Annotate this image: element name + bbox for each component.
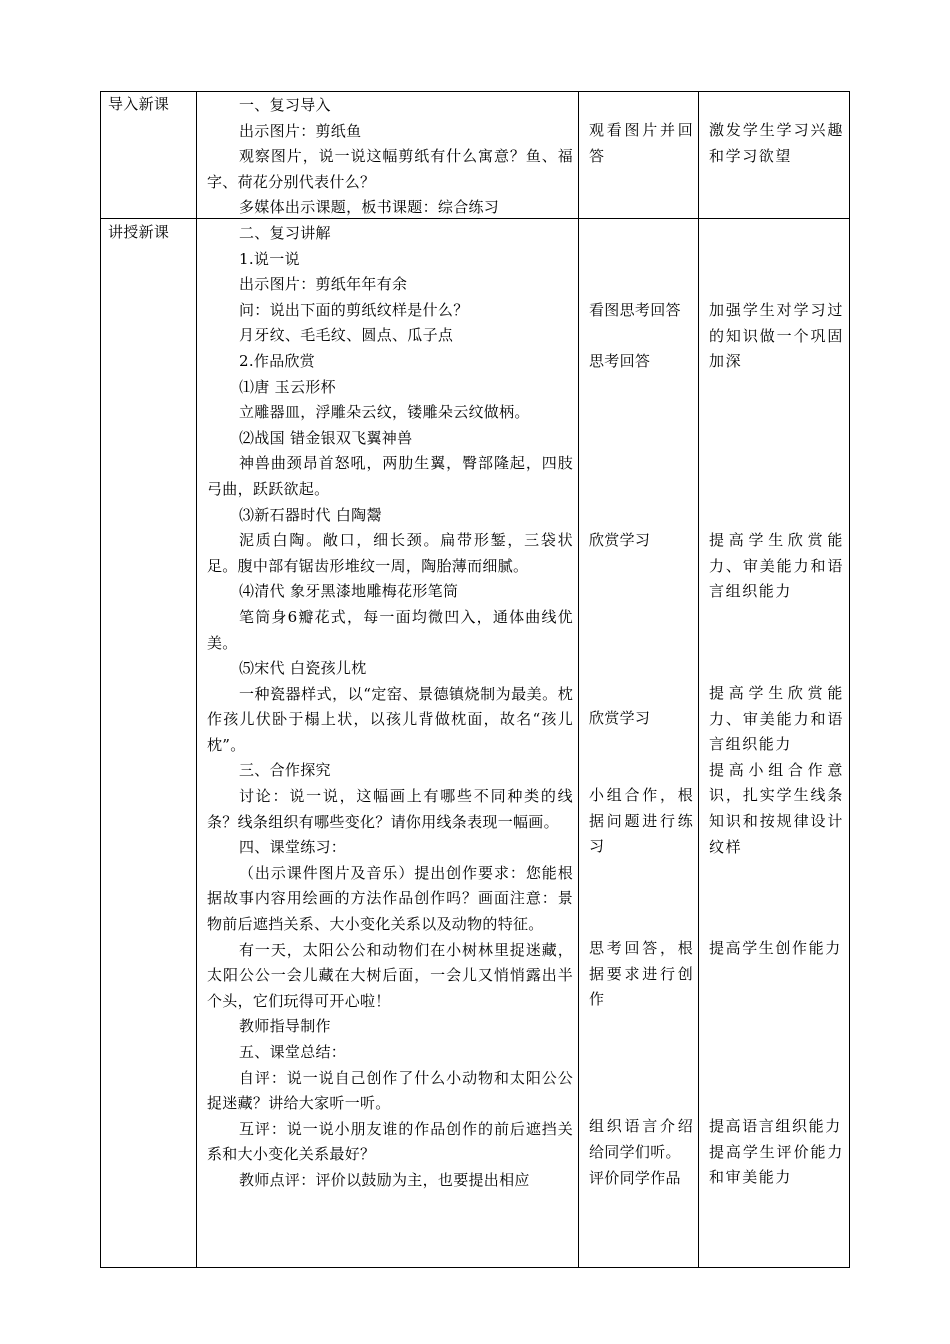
table-top-border xyxy=(100,91,850,92)
stage-cell xyxy=(108,220,194,246)
student-activity-cell xyxy=(589,783,693,860)
purpose-text: 提高学生欣赏能力、审美能力和语言组织能力 xyxy=(709,684,844,754)
content-paragraph: 有一天，太阳公公和动物们在小树林里捉迷藏，太阳公公一会儿藏在大树后面，一会儿又悄悄露出半个头，它们玩得可开心啦！ xyxy=(207,940,573,1010)
content-cell xyxy=(207,93,573,221)
student-activity-text: 组织语言介绍给同学们听。 xyxy=(589,1117,693,1161)
content-paragraph: ⑷清代 象牙黑漆地雕梅花形笔筒 xyxy=(239,582,459,601)
content-paragraph: 立雕器皿，浮雕朵云纹，镂雕朵云纹做柄。 xyxy=(239,403,530,422)
purpose-cell xyxy=(709,528,844,605)
content-paragraph: 1.说一说 xyxy=(239,249,300,268)
table-bottom-border xyxy=(100,1267,850,1268)
purpose-cell xyxy=(709,118,844,169)
purpose-text: 提高小组合作意识，扎实学生线条知识和按规律设计纹样 xyxy=(709,760,844,856)
content-paragraph: 互评：说一说小朋友谁的作品创作的前后遮挡关系和大小变化关系最好？ xyxy=(207,1119,573,1164)
stage-cell xyxy=(108,92,194,118)
content-cell xyxy=(207,221,573,1194)
content-paragraph: ⑶新石器时代 白陶鬶 xyxy=(239,505,382,524)
content-paragraph: ⑴唐 玉云形杯 xyxy=(239,377,336,396)
student-activity-text: 看图思考回答 xyxy=(589,301,681,319)
student-activity-cell xyxy=(589,936,693,1013)
content-paragraph: 讨论：说一说，这幅画上有哪些不同种类的线条？线条组织有哪些变化？请你用线条表现一幅画。 xyxy=(207,787,573,831)
student-activity-text: 评价同学作品 xyxy=(589,1169,681,1187)
student-activity-cell xyxy=(589,1114,693,1165)
stage-label: 导入新课 xyxy=(108,95,170,113)
student-activity-text: 观看图片并回答 xyxy=(589,121,693,165)
purpose-cell xyxy=(709,1114,844,1191)
content-paragraph: 观察图片，说一说这幅剪纸有什么寓意？鱼、福字、荷花分别代表什么？ xyxy=(207,147,573,191)
student-activity-cell xyxy=(589,298,693,324)
table-right-border xyxy=(849,91,850,1268)
content-paragraph: 多媒体出示课题，板书课题：综合练习 xyxy=(239,198,500,217)
content-paragraph: 一种瓷器样式，以“定窑、景德镇烧制为最美。枕作孩儿伏卧于榻上状，以孩儿背做枕面，故名“孩儿枕”。 xyxy=(207,684,573,754)
content-paragraph: 二、复习讲解 xyxy=(239,224,331,242)
purpose-text: 激发学生学习兴趣和学习欲望 xyxy=(709,121,844,165)
content-paragraph: 自评：说一说自己创作了什么小动物和太阳公公捉迷藏？讲给大家听一听。 xyxy=(207,1068,573,1113)
student-activity-cell xyxy=(589,118,693,169)
student-activity-text: 思考回答 xyxy=(589,352,651,370)
content-paragraph: 出示图片：剪纸年年有余 xyxy=(239,275,408,294)
table-left-border xyxy=(100,91,101,1268)
content-paragraph: 2.作品欣赏 xyxy=(239,351,316,370)
content-paragraph: 神兽曲颈昂首怒吼，两肋生翼，臀部隆起，四肢弓曲，跃跃欲起。 xyxy=(207,454,573,498)
content-paragraph: 教师点评：评价以鼓励为主，也要提出相应 xyxy=(239,1170,530,1189)
content-paragraph: ⑵战国 错金银双飞翼神兽 xyxy=(239,428,413,447)
student-activity-cell xyxy=(589,1166,693,1192)
purpose-text: 提高学生评价能力和审美能力 xyxy=(709,1142,844,1187)
stage-label: 讲授新课 xyxy=(108,223,170,241)
content-paragraph: 问：说出下面的剪纸纹样是什么？ xyxy=(239,300,469,319)
content-paragraph: 笔筒身6瓣花式，每一面均微凹入，通体曲线优美。 xyxy=(207,607,573,652)
content-paragraph: 月牙纹、毛毛纹、圆点、瓜子点 xyxy=(239,326,454,345)
student-activity-text: 欣赏学习 xyxy=(589,531,651,549)
student-activity-cell xyxy=(589,706,693,732)
column-divider xyxy=(698,91,699,1268)
content-paragraph: 出示图片：剪纸鱼 xyxy=(239,121,362,140)
column-divider xyxy=(578,91,579,1268)
student-activity-cell xyxy=(589,349,693,375)
purpose-text: 提高语言组织能力 xyxy=(709,1117,842,1135)
student-activity-text: 小组合作，根据问题进行练习 xyxy=(589,786,693,856)
purpose-text: 提高学生欣赏能力、审美能力和语言组织能力 xyxy=(709,531,844,601)
purpose-cell xyxy=(709,298,844,375)
student-activity-cell xyxy=(589,528,693,554)
purpose-text: 提高学生创作能力 xyxy=(709,939,842,957)
purpose-text: 加强学生对学习过的知识做一个巩固加深 xyxy=(709,301,844,371)
content-paragraph: 泥质白陶。敞口，细长颈。扁带形錾，三袋状足。腹中部有锯齿形堆纹一周，陶胎薄而细腻。 xyxy=(207,531,573,575)
student-activity-text: 思考回答，根据要求进行创作 xyxy=(589,939,693,1009)
content-paragraph: （出示课件图片及音乐）提出创作要求：您能根据故事内容用绘画的方法作品创作吗？画面注意：景物前后遮挡关系、大小变化关系以及动物的特征。 xyxy=(207,863,573,934)
content-paragraph: 五、课堂总结： xyxy=(239,1043,347,1061)
content-paragraph: 四、课堂练习： xyxy=(239,838,347,857)
content-paragraph: 一、复习导入 xyxy=(239,96,331,114)
purpose-cell xyxy=(709,936,844,962)
content-paragraph: 三、合作探究 xyxy=(239,761,331,780)
student-activity-text: 欣赏学习 xyxy=(589,709,651,727)
column-divider xyxy=(196,91,197,1268)
content-paragraph: 教师指导制作 xyxy=(239,1017,331,1036)
purpose-cell xyxy=(709,681,844,860)
content-paragraph: ⑸宋代 白瓷孩儿枕 xyxy=(239,659,367,678)
